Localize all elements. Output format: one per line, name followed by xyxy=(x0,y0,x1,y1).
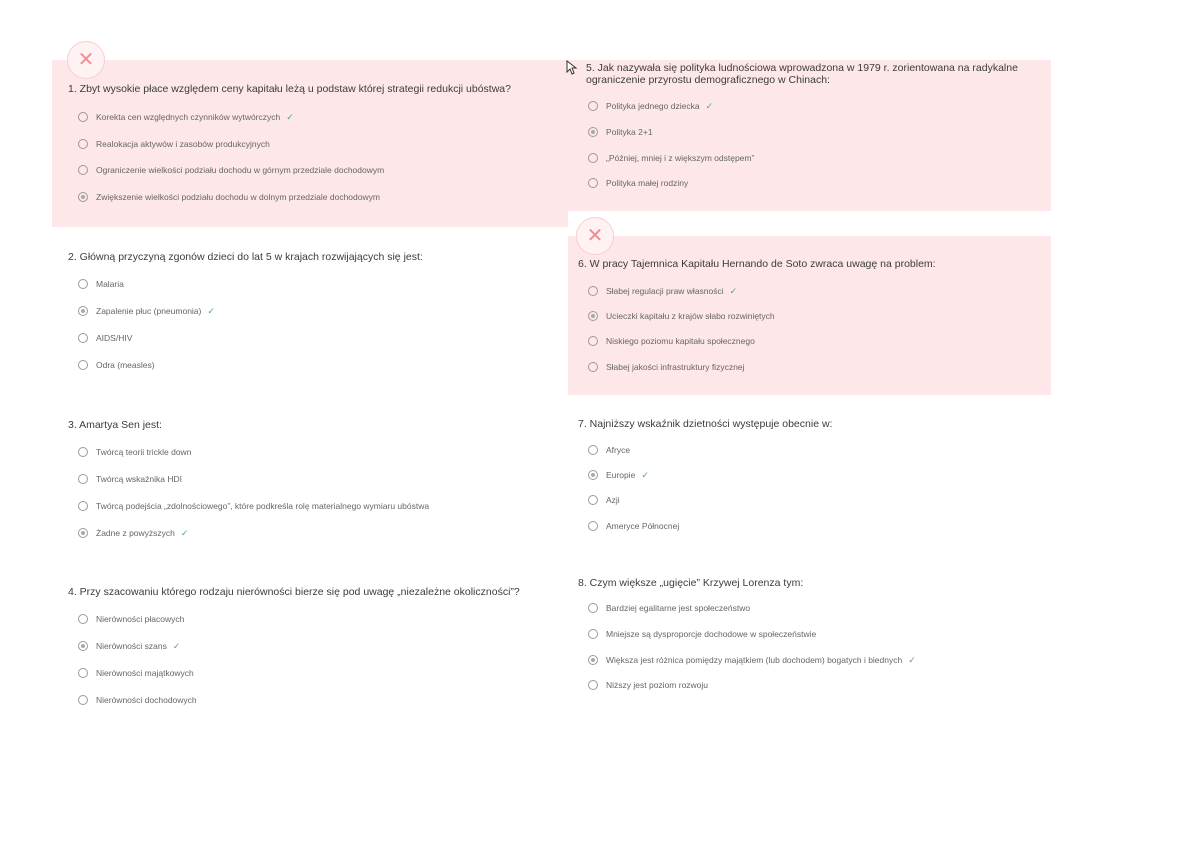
answer-option[interactable] xyxy=(588,125,653,139)
radio-button[interactable] xyxy=(588,127,598,137)
radio-button[interactable] xyxy=(588,521,598,531)
answer-option[interactable] xyxy=(588,334,755,348)
question-card-1 xyxy=(52,60,568,227)
answer-label: Malaria xyxy=(96,279,124,289)
question-card-4 xyxy=(52,580,568,715)
question-card-3 xyxy=(52,413,568,548)
answer-option[interactable] xyxy=(78,358,155,372)
answer-label: Polityka małej rodziny xyxy=(606,178,689,188)
radio-button[interactable] xyxy=(78,192,88,202)
radio-button[interactable] xyxy=(588,311,598,321)
answer-option[interactable] xyxy=(588,627,816,641)
answer-option[interactable] xyxy=(588,284,737,298)
question-card-2 xyxy=(52,245,568,375)
question-title: 8. Czym większe „ugięcie” Krzywej Lorenza tym: xyxy=(578,577,804,589)
close-icon: ✕ xyxy=(67,41,105,79)
answer-option[interactable] xyxy=(588,309,775,323)
radio-button[interactable] xyxy=(78,474,88,484)
answer-label: Żadne z powyższych xyxy=(96,528,175,538)
answer-label: Twórcą podejścia „zdolnościowego”, które podkreśla rolę materialnego wymiaru ubóstwa xyxy=(96,501,430,511)
radio-button[interactable] xyxy=(78,279,88,289)
question-card-8 xyxy=(568,575,1051,700)
radio-button[interactable] xyxy=(78,165,88,175)
radio-button[interactable] xyxy=(588,153,598,163)
radio-button[interactable] xyxy=(588,362,598,372)
answer-label: Nierówności dochodowych xyxy=(96,695,197,705)
radio-button[interactable] xyxy=(78,447,88,457)
radio-button[interactable] xyxy=(78,306,88,316)
radio-button[interactable] xyxy=(588,470,598,480)
radio-button[interactable] xyxy=(78,360,88,370)
answer-option[interactable] xyxy=(588,493,620,507)
checkmark-icon: ✓ xyxy=(207,305,215,316)
answer-label: Nierówności płacowych xyxy=(96,614,185,624)
answer-option[interactable] xyxy=(78,639,180,653)
checkmark-icon: ✓ xyxy=(641,469,649,480)
answer-label: Polityka jednego dziecka xyxy=(606,101,700,111)
radio-button[interactable] xyxy=(588,445,598,455)
answer-option[interactable] xyxy=(588,653,916,667)
answer-option[interactable] xyxy=(78,304,215,318)
answer-option[interactable] xyxy=(78,110,294,124)
question-title: 1. Zbyt wysokie płace względem ceny kapitału leżą u podstaw której strategii redukcji ubóstwa? xyxy=(68,83,511,95)
answer-label: Afryce xyxy=(606,445,631,455)
radio-button[interactable] xyxy=(588,286,598,296)
answer-option[interactable] xyxy=(78,137,270,151)
answer-label: AIDS/HIV xyxy=(96,333,133,343)
question-title: 6. W pracy Tajemnica Kapitału Hernando de Soto zwraca uwagę na problem: xyxy=(578,258,936,270)
answer-label: Realokacja aktywów i zasobów produkcyjnych xyxy=(96,139,270,149)
radio-button[interactable] xyxy=(78,112,88,122)
radio-button[interactable] xyxy=(588,603,598,613)
answer-label: Niższy jest poziom rozwoju xyxy=(606,680,709,690)
radio-button[interactable] xyxy=(588,101,598,111)
answer-label: Zapalenie płuc (pneumonia) xyxy=(96,306,202,316)
answer-label: Niskiego poziomu kapitału społecznego xyxy=(606,336,755,346)
answer-option[interactable] xyxy=(588,468,649,482)
close-icon: ✕ xyxy=(576,217,614,255)
answer-option[interactable] xyxy=(78,163,384,177)
answer-label: Korekta cen względnych czynników wytwórczych xyxy=(96,112,281,122)
radio-button[interactable] xyxy=(588,655,598,665)
answer-option[interactable] xyxy=(78,499,429,513)
answer-option[interactable] xyxy=(78,612,184,626)
mouse-cursor-icon xyxy=(566,60,580,76)
checkmark-icon: ✓ xyxy=(172,640,181,651)
answer-option[interactable] xyxy=(588,176,688,190)
answer-label: Odra (measles) xyxy=(96,360,155,370)
answer-label: Twórcą wskaźnika HDI xyxy=(96,474,182,484)
answer-option[interactable] xyxy=(588,99,713,113)
radio-button[interactable] xyxy=(588,336,598,346)
answer-label: Słabej regulacji praw własności xyxy=(606,286,724,296)
radio-button[interactable] xyxy=(78,528,88,538)
answer-option[interactable] xyxy=(588,360,744,374)
radio-button[interactable] xyxy=(78,614,88,624)
answer-label: Ucieczki kapitału z krajów słabo rozwiniętych xyxy=(606,311,775,321)
answer-option[interactable] xyxy=(588,678,708,692)
answer-option[interactable] xyxy=(588,519,679,533)
checkmark-icon: ✓ xyxy=(729,285,738,296)
answer-label: Bardziej egalitarne jest społeczeństwo xyxy=(606,603,751,613)
answer-option[interactable] xyxy=(78,666,194,680)
checkmark-icon: ✓ xyxy=(180,527,189,538)
question-title: 7. Najniższy wskaźnik dzietności występuje obecnie w: xyxy=(578,418,833,430)
answer-label: „Później, mniej i z większym odstępem” xyxy=(606,153,755,163)
radio-button[interactable] xyxy=(78,695,88,705)
checkmark-icon: ✓ xyxy=(705,100,714,111)
radio-button[interactable] xyxy=(78,641,88,651)
radio-button[interactable] xyxy=(78,668,88,678)
question-title: 2. Główną przyczyną zgonów dzieci do lat 5 w krajach rozwijających się jest: xyxy=(68,251,423,263)
radio-button[interactable] xyxy=(588,680,598,690)
answer-label: Ograniczenie wielkości podziału dochodu w górnym przedziale dochodowym xyxy=(96,165,385,175)
radio-button[interactable] xyxy=(78,139,88,149)
answer-option[interactable] xyxy=(78,693,197,707)
answer-label: Mniejsze są dysproporcje dochodowe w społeczeństwie xyxy=(606,629,817,639)
checkmark-icon: ✓ xyxy=(908,654,916,665)
answer-label: Nierówności szans xyxy=(96,641,167,651)
radio-button[interactable] xyxy=(588,178,598,188)
answer-label: Nierówności majątkowych xyxy=(96,668,194,678)
radio-button[interactable] xyxy=(588,495,598,505)
question-title: 3. Amartya Sen jest: xyxy=(68,419,162,431)
answer-option[interactable] xyxy=(588,151,754,165)
answer-label: Większa jest różnica pomiędzy majątkiem (lub dochodem) bogatych i biednych xyxy=(606,655,903,665)
answer-label: Polityka 2+1 xyxy=(606,127,653,137)
answer-option[interactable] xyxy=(588,443,630,457)
answer-label: Azji xyxy=(606,495,620,505)
answer-option[interactable] xyxy=(78,526,188,540)
question-title: 5. Jak nazywała się polityka ludnościowa wprowadzona w 1979 r. zorientowana na radykalne ograniczenie przyrostu demograficznego w Chinach: xyxy=(586,62,1018,86)
question-card-6 xyxy=(568,236,1051,395)
radio-button[interactable] xyxy=(588,629,598,639)
answer-label: Europie xyxy=(606,470,636,480)
answer-label: Ameryce Północnej xyxy=(606,521,680,531)
answer-option[interactable] xyxy=(78,331,132,345)
radio-button[interactable] xyxy=(78,501,88,511)
answer-label: Zwiększenie wielkości podziału dochodu w dolnym przedziale dochodowym xyxy=(96,192,380,202)
radio-button[interactable] xyxy=(78,333,88,343)
question-card-7 xyxy=(568,415,1051,540)
answer-label: Twórcą teorii trickle down xyxy=(96,447,192,457)
question-card-5 xyxy=(568,60,1051,211)
answer-option[interactable] xyxy=(78,190,380,204)
checkmark-icon: ✓ xyxy=(286,111,294,122)
answer-option[interactable] xyxy=(588,601,750,615)
answer-option[interactable] xyxy=(78,445,191,459)
answer-label: Słabej jakości infrastruktury fizycznej xyxy=(606,362,745,372)
question-title: 4. Przy szacowaniu którego rodzaju nierówności bierze się pod uwagę „niezależne okoliczności”? xyxy=(68,586,520,598)
answer-option[interactable] xyxy=(78,472,182,486)
answer-option[interactable] xyxy=(78,277,124,291)
